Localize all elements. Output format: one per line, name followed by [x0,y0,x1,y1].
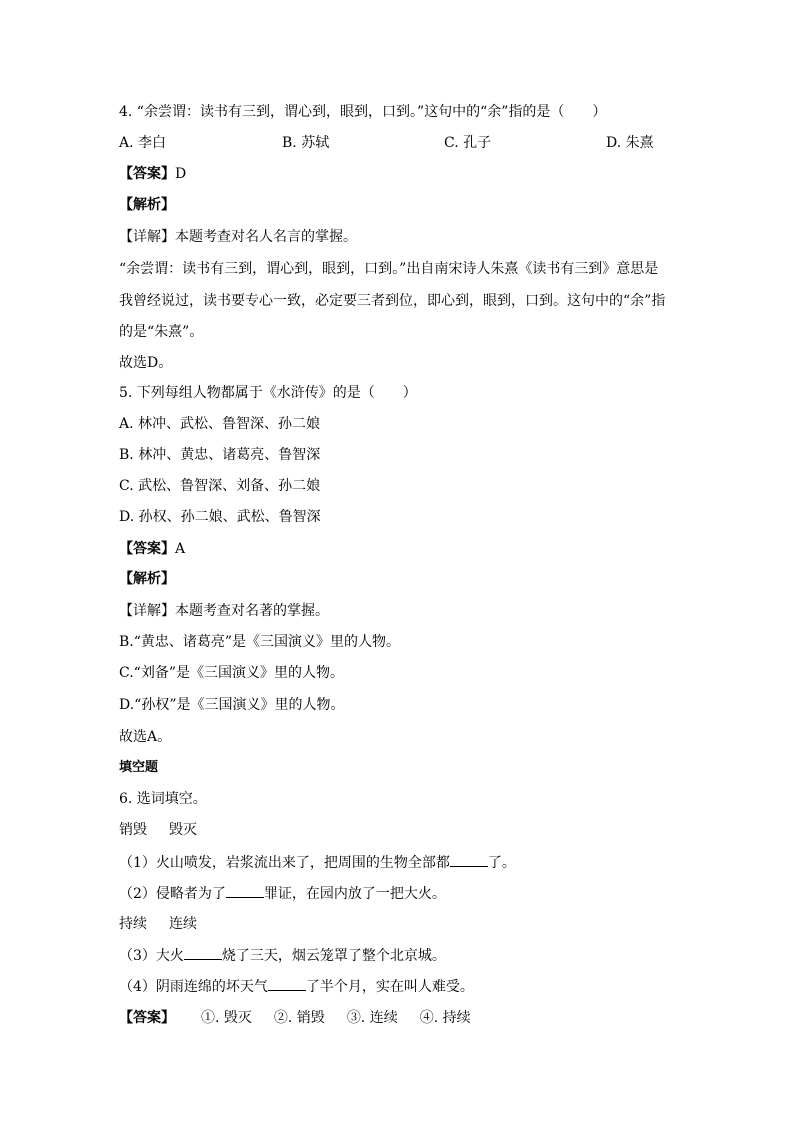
word: 连续 [169,916,197,932]
answer-value: A [175,541,186,557]
q5-explain-d: D.“孙权”是《三国演义》里的人物。 [119,697,345,713]
q5-analysis-label: 【解析】 [119,571,175,587]
answer-item: ③. 连续 [346,1010,398,1026]
q4-conclusion: 故选D。 [119,355,173,371]
q6-sentence-4 [119,976,474,997]
word: 毁灭 [169,822,197,838]
answer-item: ④. 持续 [419,1010,471,1026]
sentence-text: 了。 [487,855,516,871]
q4-explain-line-2: 我曾经说过，读书要专心一致，必定要三者到位，即心到，眼到，口到。这句中的“余”指 [119,293,666,309]
answer-item: ②. 销毁 [273,1010,325,1026]
sentence-text: 烧了三天，烟云笼罩了整个北京城。 [221,948,446,964]
q4-option-b: B. 苏轼 [282,135,330,151]
fill-blank [268,976,306,991]
q4-option-d: D. 朱熹 [606,135,654,151]
section-title: 填空题 [119,760,159,775]
q4-option-c: C. 孔子 [444,135,492,151]
q4-answer [119,164,186,184]
sentence-text: 了半个月，实在叫人难受。 [305,979,474,995]
q4-detail: 【详解】本题考查对名人名言的掌握。 [119,229,357,245]
q5-explain-b: B.“黄忠、诸葛亮”是《三国演义》里的人物。 [119,634,401,650]
q4-analysis-label: 【解析】 [119,197,175,213]
fill-blank [450,852,488,867]
fill-blank [226,883,264,898]
q4-stem: 4. “余尝谓：读书有三到，谓心到，眼到，口到。”这句中的“余”指的是（ ） [119,104,607,120]
q5-option-c: C. 武松、鲁智深、刘备、孙二娘 [119,478,321,494]
answer-item: ①. 毁灭 [201,1010,252,1026]
answer-label: 【答案】 [119,1010,175,1026]
q6-stem: 6. 选词填空。 [119,791,207,807]
q6-word-group-2 [119,914,197,934]
q5-detail: 【详解】本题考查对名著的掌握。 [119,603,329,619]
q5-stem: 5. 下列每组人物都属于《水浒传》的是（ ） [119,385,417,401]
q5-conclusion: 故选A。 [119,729,172,745]
sentence-text: （1）火山喷发，岩浆流出来了，把周围的生物全部都 [119,855,450,871]
word: 销毁 [119,822,147,838]
q6-sentence-1 [119,852,516,873]
answer-value: D [175,166,187,182]
q5-option-b: B. 林冲、黄忠、诸葛亮、鲁智深 [119,447,321,463]
sentence-text: （3）大火 [119,948,184,964]
q5-answer [119,539,185,559]
q5-option-a: A. 林冲、武松、鲁智深、孙二娘 [119,416,321,432]
q6-sentence-3 [119,945,446,966]
q6-answer [119,1008,471,1028]
q6-word-group-1 [119,820,197,840]
q5-explain-c: C.“刘备”是《三国演义》里的人物。 [119,665,344,681]
sentence-text: 罪证，在园内放了一把大火。 [263,886,446,902]
word: 持续 [119,916,147,932]
answer-label: 【答案】 [119,166,175,182]
q4-explain-line-1: “余尝谓：读书有三到，谓心到，眼到，口到。”出自南宋诗人朱熹《读书有三到》意思是 [119,261,659,277]
sentence-text: （4）阴雨连绵的坏天气 [119,979,268,995]
fill-blank [184,945,222,960]
sentence-text: （2）侵略者为了 [119,886,226,902]
q6-sentence-2 [119,883,446,904]
q4-explain-line-3: 的是“朱熹”。 [119,324,204,340]
q5-option-d: D. 孙权、孙二娘、武松、鲁智深 [119,509,321,525]
answer-label: 【答案】 [119,541,175,557]
q4-option-a: A. 李白 [119,135,167,151]
